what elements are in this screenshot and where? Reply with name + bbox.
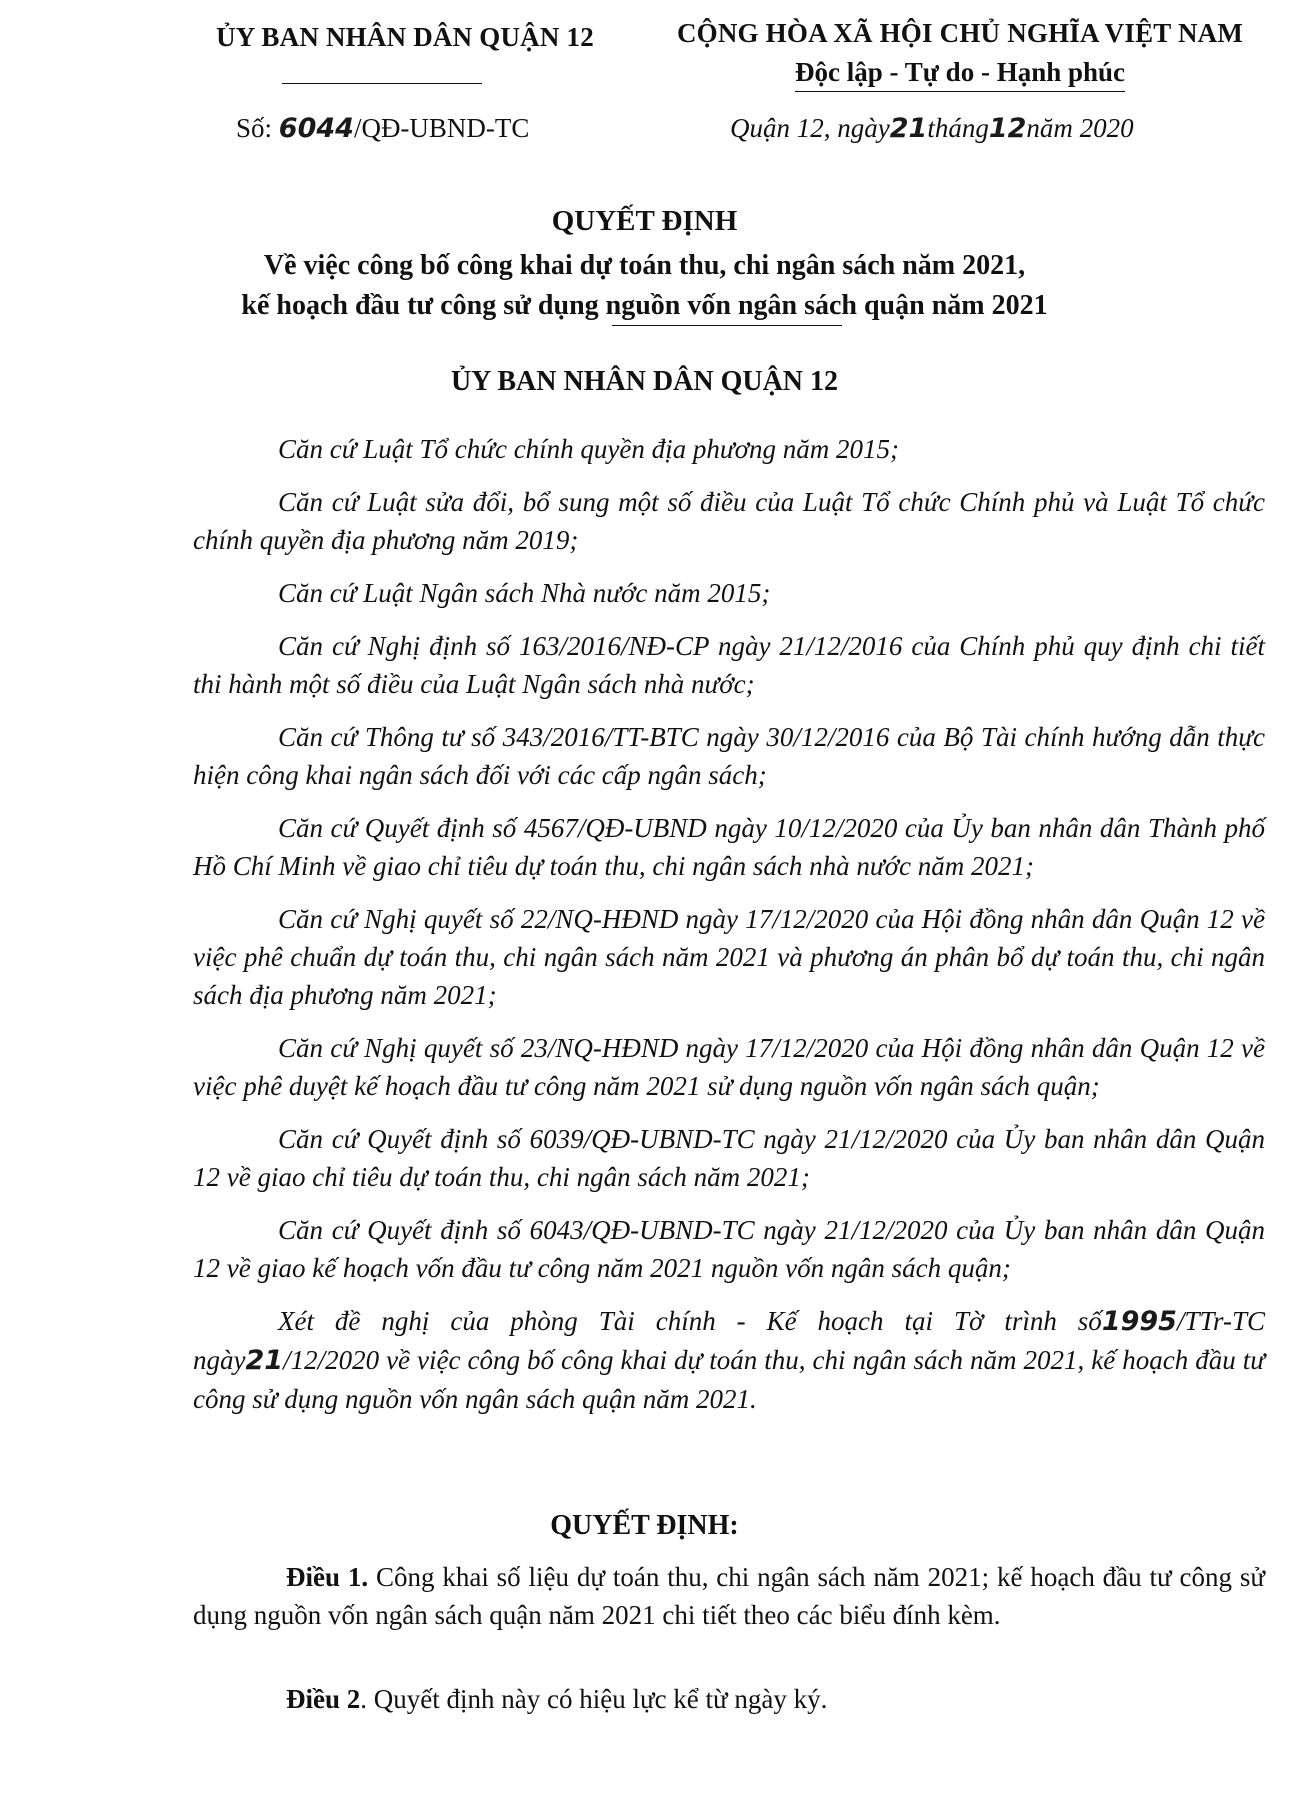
basis-paragraph: Căn cứ Luật Ngân sách Nhà nước năm 2015;: [278, 578, 771, 608]
article-1-paragraph: [193, 1558, 1265, 1634]
article-2-text: . Quyết định này có hiệu lực kể từ ngày ký.: [360, 1684, 828, 1714]
basis-paragraph: Căn cứ Quyết định số 6043/QĐ-UBND-TC ngày 21/12/2020 của Ủy ban nhân dân Quận 12 về giao kế hoạch vốn đầu tư công năm 2021 nguồn vốn ngân sách quận;: [193, 1215, 1265, 1283]
subtitle-line-2: kế hoạch đầu tư công sử dụng nguồn vốn ngân sách quận năm 2021: [241, 290, 1048, 321]
date-prefix: Quận 12, ngày: [730, 113, 890, 143]
issue-date: [730, 113, 1134, 144]
article-1: [193, 1558, 1265, 1634]
basis-paragraph: Căn cứ Nghị quyết số 23/NQ-HĐND ngày 17/12/2020 của Hội đồng nhân dân Quận 12 về việc phê duyệt kế hoạch đầu tư công năm 2021 sử dụng nguồn vốn ngân sách quận;: [193, 1033, 1265, 1101]
basis-paragraph: Căn cứ Thông tư số 343/2016/TT-BTC ngày 30/12/2016 của Bộ Tài chính hướng dẫn thực hiện công khai ngân sách đối với các cấp ngân sách;: [193, 722, 1265, 790]
doc-number-suffix: /QĐ-UBND-TC: [353, 113, 530, 143]
doc-number-handwritten: 6044: [278, 113, 354, 144]
article-2: [193, 1680, 1265, 1718]
national-header-block: [650, 18, 1270, 88]
article-1-text: Công khai số liệu dự toán thu, chi ngân sách năm 2021; kế hoạch đầu tư công sử dụng nguồn vốn ngân sách quận năm 2021 chi tiết theo các biểu đính kèm.: [193, 1562, 1265, 1630]
proposal-number-handwritten: 1995: [1101, 1306, 1177, 1337]
date-day-handwritten: 21: [889, 113, 928, 144]
proposal-day-handwritten: 21: [245, 1345, 284, 1376]
doc-number-prefix: Số:: [236, 113, 273, 143]
basis-paragraph: Căn cứ Quyết định số 6039/QĐ-UBND-TC ngày 21/12/2020 của Ủy ban nhân dân Quận 12 về giao chỉ tiêu dự toán thu, chi ngân sách năm 2021;: [193, 1124, 1265, 1192]
basis-paragraph: Căn cứ Nghị quyết số 22/NQ-HĐND ngày 17/12/2020 của Hội đồng nhân dân Quận 12 về việc phê chuẩn dự toán thu, chi ngân sách năm 2021 và phương án phân bổ dự toán thu, chi ngân sách địa phương năm 2021;: [193, 904, 1265, 1010]
legal-bases: [193, 430, 1265, 1418]
proposal-text-3: /12/2020 về việc công bố công khai dự toán thu, chi ngân sách năm 2021, kế hoạch đầu tư công sử dụng nguồn vốn ngân sách quận năm 2021.: [193, 1345, 1265, 1414]
proposal-text-2: /TTr-TC ngày: [193, 1306, 1265, 1375]
decision-heading: QUYẾT ĐỊNH:: [550, 1510, 739, 1541]
subtitle-line-1: Về việc công bố công khai dự toán thu, chi ngân sách năm 2021,: [263, 250, 1026, 281]
date-month-handwritten: 12: [988, 113, 1027, 144]
proposal-paragraph: [193, 1302, 1265, 1418]
national-title: CỘNG HÒA XÃ HỘI CHỦ NGHĨA VIỆT NAM: [676, 18, 1244, 48]
document-number: [236, 113, 529, 144]
subtitle-underline: [612, 325, 842, 326]
document-subtitle: [0, 246, 1289, 326]
date-month-label: tháng: [927, 113, 989, 143]
basis-paragraph: Căn cứ Nghị định số 163/2016/NĐ-CP ngày 21/12/2016 của Chính phủ quy định chi tiết thi hành một số điều của Luật Ngân sách nhà nước;: [193, 631, 1265, 699]
basis-paragraph: Căn cứ Quyết định số 4567/QĐ-UBND ngày 10/12/2020 của Ủy ban nhân dân Thành phố Hồ Chí Minh về giao chỉ tiêu dự toán thu, chi ngân sách nhà nước năm 2021;: [193, 813, 1265, 881]
date-year: năm 2020: [1026, 113, 1134, 143]
basis-paragraph: Căn cứ Luật Tổ chức chính quyền địa phương năm 2015;: [278, 434, 900, 464]
proposal-text-1: Xét đề nghị của phòng Tài chính - Kế hoạch tại Tờ trình số: [278, 1306, 1102, 1336]
authority-heading: ỦY BAN NHÂN DÂN QUẬN 12: [450, 366, 839, 397]
article-2-label: Điều 2: [286, 1684, 361, 1714]
issuing-agency: ỦY BAN NHÂN DÂN QUẬN 12: [216, 22, 594, 52]
agency-underline: [282, 83, 482, 84]
document-title: QUYẾT ĐỊNH: [551, 205, 738, 237]
article-2-paragraph: [193, 1680, 1265, 1718]
basis-paragraph: Căn cứ Luật sửa đổi, bổ sung một số điều của Luật Tổ chức Chính phủ và Luật Tổ chức chính quyền địa phương năm 2019;: [193, 487, 1265, 555]
article-1-label: Điều 1.: [286, 1562, 369, 1592]
issuing-agency-block: [175, 22, 635, 53]
national-motto: Độc lập - Tự do - Hạnh phúc: [794, 57, 1126, 87]
